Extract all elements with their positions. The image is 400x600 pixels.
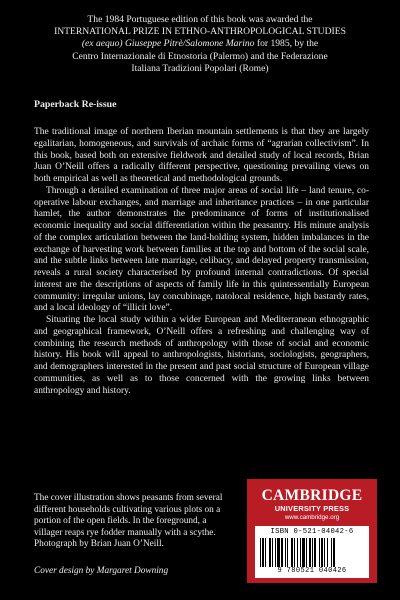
cover-illustration-caption: The cover illustration shows peasants from several different households cultivating various plots on a portion of the open fields. In the foreground, a villager reaps rye fodder manually with a scythe. Photograph by Brian Juan O’Neill. xyxy=(34,493,223,550)
isbn-text: ISBN 0-521-04042-6 xyxy=(270,528,354,536)
publisher-url: www.cambridge.org xyxy=(284,514,340,521)
barcode-digits: 9 780521 040426 xyxy=(277,567,347,575)
reissue-heading: Paperback Re-issue xyxy=(34,99,117,110)
award-line-5: Italiana Tradizioni Popolari (Rome) xyxy=(131,62,269,74)
publisher-panel xyxy=(247,479,377,583)
publisher-name: CAMBRIDGE xyxy=(261,487,363,504)
book-blurb xyxy=(34,127,369,397)
award-line-1: The 1984 Portuguese edition of this book was awarded the xyxy=(87,14,313,25)
award-line-3-italic: (ex aequo) Giuseppe Pitrè/Salomone Marino xyxy=(81,38,255,50)
award-line-3-rest: for 1985, by the xyxy=(254,38,319,50)
award-notice xyxy=(40,14,360,75)
blurb-paragraph-1: The traditional image of northern Iberian mountain settlements is that they are largely egalitarian, homogeneous, and survivals of archaic forms of “agrarian collectivism”. In this book, based both on extensive fieldwork and detailed study of local records, Brian Juan O’Neill offers a radically different perspective, questioning prevailing views on both empirical as well as theoretical and methodological grounds. xyxy=(34,127,369,184)
award-line-2: INTERNATIONAL PRIZE IN ETHNO-ANTHROPOLOGICAL STUDIES xyxy=(54,26,346,38)
publisher-press: UNIVERSITY PRESS xyxy=(274,504,350,513)
barcode-box xyxy=(255,526,369,578)
award-line-4: Centro Internazionale di Etnostoria (Palermo) and the Federazione xyxy=(72,50,328,62)
blurb-paragraph-2: Through a detailed examination of three major areas of social life – land tenure, co-operative labour exchanges, and marriage and inheritance practices – in one particular hamlet, the author demonstrates the predominance of forms of institutionalised economic inequality and social differentiation within the peasantry. His minute analysis of the complex articulation between the land-holding system, hidden imbalances in the exchange of harvesting work between families at the top and bottom of the social scale, and the subtle links between late marriage, celibacy, and delayed property transmission, reveals a rural society characterised by profound internal contradictions. Of special interest are the descriptions of aspects of family life in this quintessentially European community: irregular unions, lay concubinage, natolocal residence, high bastardy rates, and a local ideology of “illicit love”. xyxy=(34,185,369,314)
barcode-icon xyxy=(259,538,365,567)
cover-design-credit: Cover design by Margaret Downing xyxy=(34,566,169,576)
blurb-paragraph-3: Situating the local study within a wider European and Mediterranean ethnographic and geographical framework, O’Neill offers a refreshing and challenging way of combining the research methods of anthropology with those of social and economic history. His book will appeal to anthropologists, historians, sociologists, geographers, and demographers interested in the present and past social structure of European village communities, as well as to those concerned with the growing links between anthropology and history. xyxy=(34,315,369,396)
